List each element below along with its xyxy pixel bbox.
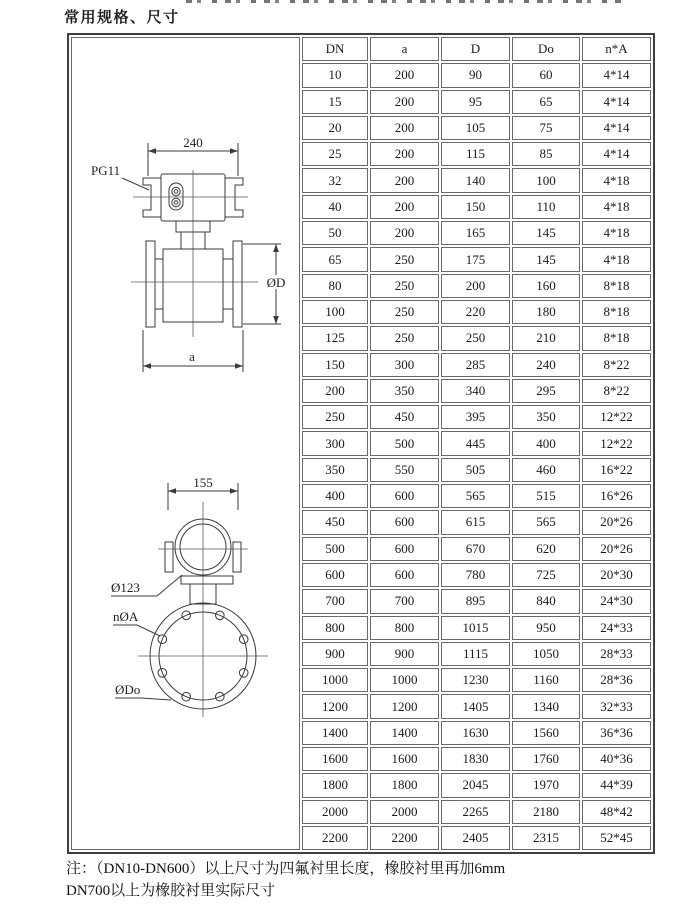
- column-header-na: n*A: [582, 37, 651, 61]
- footnote-line-1: 注：（DN10-DN600）以上尺寸为四氟衬里长度，橡胶衬里再加6mm: [66, 861, 506, 877]
- cell-do: 145: [512, 221, 580, 245]
- cell-a: 250: [370, 247, 439, 271]
- cell-dn: 900: [302, 642, 368, 666]
- cell-a: 500: [370, 431, 439, 455]
- cell-do: 515: [512, 484, 580, 508]
- cell-a: 1400: [370, 721, 439, 745]
- cell-d: 565: [441, 484, 510, 508]
- cell-a: 350: [370, 379, 439, 403]
- cell-do: 1970: [512, 773, 580, 797]
- cell-na: 36*36: [582, 721, 651, 745]
- cell-a: 200: [370, 90, 439, 114]
- dim-do-label: ØDo: [115, 681, 141, 697]
- cell-na: 4*14: [582, 63, 651, 87]
- pg11-label: PG11: [91, 162, 121, 178]
- cell-na: 8*22: [582, 353, 651, 377]
- cell-do: 1340: [512, 694, 580, 718]
- cell-a: 550: [370, 458, 439, 482]
- cell-do: 65: [512, 90, 580, 114]
- cell-do: 1050: [512, 642, 580, 666]
- footnote: [66, 859, 666, 903]
- column-header-d: D: [441, 37, 510, 61]
- cell-dn: 40: [302, 195, 368, 219]
- cell-dn: 65: [302, 247, 368, 271]
- cell-na: 20*26: [582, 510, 651, 534]
- cell-d: 140: [441, 168, 510, 192]
- cell-do: 1760: [512, 747, 580, 771]
- diagram-cell: [71, 37, 300, 850]
- cell-na: 8*18: [582, 274, 651, 298]
- clipped-header-text: [186, 0, 622, 3]
- cell-dn: 15: [302, 90, 368, 114]
- cell-a: 600: [370, 563, 439, 587]
- cell-do: 180: [512, 300, 580, 324]
- cell-na: 8*18: [582, 300, 651, 324]
- cell-do: 145: [512, 247, 580, 271]
- column-header-dn: DN: [302, 37, 368, 61]
- cell-do: 725: [512, 563, 580, 587]
- cell-do: 110: [512, 195, 580, 219]
- cell-a: 900: [370, 642, 439, 666]
- cell-na: 4*14: [582, 90, 651, 114]
- cell-do: 1160: [512, 668, 580, 692]
- cell-a: 700: [370, 589, 439, 613]
- cell-dn: 700: [302, 589, 368, 613]
- cell-dn: 1200: [302, 694, 368, 718]
- cell-na: 8*22: [582, 379, 651, 403]
- cell-na: 20*30: [582, 563, 651, 587]
- dim-d-label: ØD: [266, 274, 286, 290]
- cell-a: 2000: [370, 800, 439, 824]
- cell-na: 4*14: [582, 116, 651, 140]
- cell-d: 175: [441, 247, 510, 271]
- cell-do: 950: [512, 616, 580, 640]
- cell-dn: 800: [302, 616, 368, 640]
- cell-dn: 500: [302, 537, 368, 561]
- cell-d: 220: [441, 300, 510, 324]
- cell-do: 295: [512, 379, 580, 403]
- cell-dn: 450: [302, 510, 368, 534]
- cell-d: 670: [441, 537, 510, 561]
- dim-155-label: 155: [193, 474, 213, 490]
- cell-na: 4*18: [582, 221, 651, 245]
- column-header-do: Do: [512, 37, 580, 61]
- cell-d: 780: [441, 563, 510, 587]
- cell-d: 505: [441, 458, 510, 482]
- cell-do: 620: [512, 537, 580, 561]
- cell-d: 445: [441, 431, 510, 455]
- cell-do: 565: [512, 510, 580, 534]
- cell-dn: 350: [302, 458, 368, 482]
- cell-d: 250: [441, 326, 510, 350]
- cell-dn: 600: [302, 563, 368, 587]
- cell-a: 200: [370, 168, 439, 192]
- cell-dn: 400: [302, 484, 368, 508]
- cell-do: 210: [512, 326, 580, 350]
- cell-d: 115: [441, 142, 510, 166]
- cell-d: 895: [441, 589, 510, 613]
- cell-na: 12*22: [582, 405, 651, 429]
- dim-123-label: Ø123: [111, 579, 140, 595]
- cell-d: 2405: [441, 826, 510, 850]
- cell-dn: 32: [302, 168, 368, 192]
- flowmeter-diagram: [72, 39, 300, 849]
- cell-na: 8*18: [582, 326, 651, 350]
- cell-a: 2200: [370, 826, 439, 850]
- cell-dn: 200: [302, 379, 368, 403]
- cell-a: 200: [370, 63, 439, 87]
- cell-na: 24*30: [582, 589, 651, 613]
- dim-na-label: nØA: [113, 608, 139, 624]
- cell-do: 840: [512, 589, 580, 613]
- cell-na: 20*26: [582, 537, 651, 561]
- cell-dn: 1000: [302, 668, 368, 692]
- cell-na: 4*18: [582, 168, 651, 192]
- cell-a: 450: [370, 405, 439, 429]
- cell-d: 90: [441, 63, 510, 87]
- cell-a: 200: [370, 116, 439, 140]
- cell-a: 200: [370, 142, 439, 166]
- cell-dn: 250: [302, 405, 368, 429]
- cell-a: 600: [370, 510, 439, 534]
- cell-a: 1200: [370, 694, 439, 718]
- cell-d: 1630: [441, 721, 510, 745]
- cell-na: 4*18: [582, 247, 651, 271]
- cell-na: 44*39: [582, 773, 651, 797]
- cell-na: 4*14: [582, 142, 651, 166]
- dim-240-label: 240: [183, 134, 203, 150]
- cell-d: 340: [441, 379, 510, 403]
- cell-na: 28*36: [582, 668, 651, 692]
- cell-d: 1230: [441, 668, 510, 692]
- cell-do: 1560: [512, 721, 580, 745]
- cell-na: 52*45: [582, 826, 651, 850]
- cell-do: 240: [512, 353, 580, 377]
- cell-a: 250: [370, 300, 439, 324]
- cell-a: 250: [370, 326, 439, 350]
- cell-d: 200: [441, 274, 510, 298]
- cell-na: 4*18: [582, 195, 651, 219]
- cell-dn: 2000: [302, 800, 368, 824]
- spec-table: [67, 33, 655, 854]
- side-view-diagram: [91, 135, 288, 372]
- page-title: 常用规格、尺寸: [64, 10, 180, 26]
- cell-d: 615: [441, 510, 510, 534]
- cell-na: 16*26: [582, 484, 651, 508]
- cell-a: 1000: [370, 668, 439, 692]
- cell-dn: 150: [302, 353, 368, 377]
- cell-d: 285: [441, 353, 510, 377]
- cell-do: 160: [512, 274, 580, 298]
- cell-na: 40*36: [582, 747, 651, 771]
- cell-dn: 1400: [302, 721, 368, 745]
- column-header-a: a: [370, 37, 439, 61]
- cell-do: 60: [512, 63, 580, 87]
- cell-a: 1800: [370, 773, 439, 797]
- cell-d: 150: [441, 195, 510, 219]
- cell-d: 395: [441, 405, 510, 429]
- cell-dn: 300: [302, 431, 368, 455]
- cell-na: 12*22: [582, 431, 651, 455]
- cell-do: 460: [512, 458, 580, 482]
- cell-d: 2045: [441, 773, 510, 797]
- table-header-row: [71, 37, 651, 61]
- cell-a: 800: [370, 616, 439, 640]
- cell-d: 95: [441, 90, 510, 114]
- cell-do: 2315: [512, 826, 580, 850]
- cell-d: 1115: [441, 642, 510, 666]
- cell-d: 105: [441, 116, 510, 140]
- footnote-line-2: DN700以上为橡胶衬里实际尺寸: [66, 882, 276, 899]
- cell-dn: 25: [302, 142, 368, 166]
- cell-d: 2265: [441, 800, 510, 824]
- cell-na: 32*33: [582, 694, 651, 718]
- cell-dn: 50: [302, 221, 368, 245]
- cell-na: 16*22: [582, 458, 651, 482]
- cell-na: 28*33: [582, 642, 651, 666]
- cell-a: 200: [370, 195, 439, 219]
- cell-do: 400: [512, 431, 580, 455]
- cell-dn: 1800: [302, 773, 368, 797]
- cell-a: 600: [370, 537, 439, 561]
- front-view-diagram: [111, 475, 268, 717]
- cell-do: 85: [512, 142, 580, 166]
- cell-d: 1015: [441, 616, 510, 640]
- cell-a: 250: [370, 274, 439, 298]
- cell-do: 2180: [512, 800, 580, 824]
- cell-dn: 2200: [302, 826, 368, 850]
- dim-a-label: a: [189, 348, 195, 364]
- cell-a: 300: [370, 353, 439, 377]
- cell-a: 200: [370, 221, 439, 245]
- cell-dn: 20: [302, 116, 368, 140]
- cell-do: 100: [512, 168, 580, 192]
- cell-dn: 100: [302, 300, 368, 324]
- cell-dn: 80: [302, 274, 368, 298]
- cell-dn: 10: [302, 63, 368, 87]
- cell-na: 24*33: [582, 616, 651, 640]
- cell-dn: 125: [302, 326, 368, 350]
- cell-do: 350: [512, 405, 580, 429]
- cell-d: 1830: [441, 747, 510, 771]
- cell-a: 600: [370, 484, 439, 508]
- cell-d: 165: [441, 221, 510, 245]
- cell-dn: 1600: [302, 747, 368, 771]
- cell-do: 75: [512, 116, 580, 140]
- cell-d: 1405: [441, 694, 510, 718]
- cell-na: 48*42: [582, 800, 651, 824]
- cell-a: 1600: [370, 747, 439, 771]
